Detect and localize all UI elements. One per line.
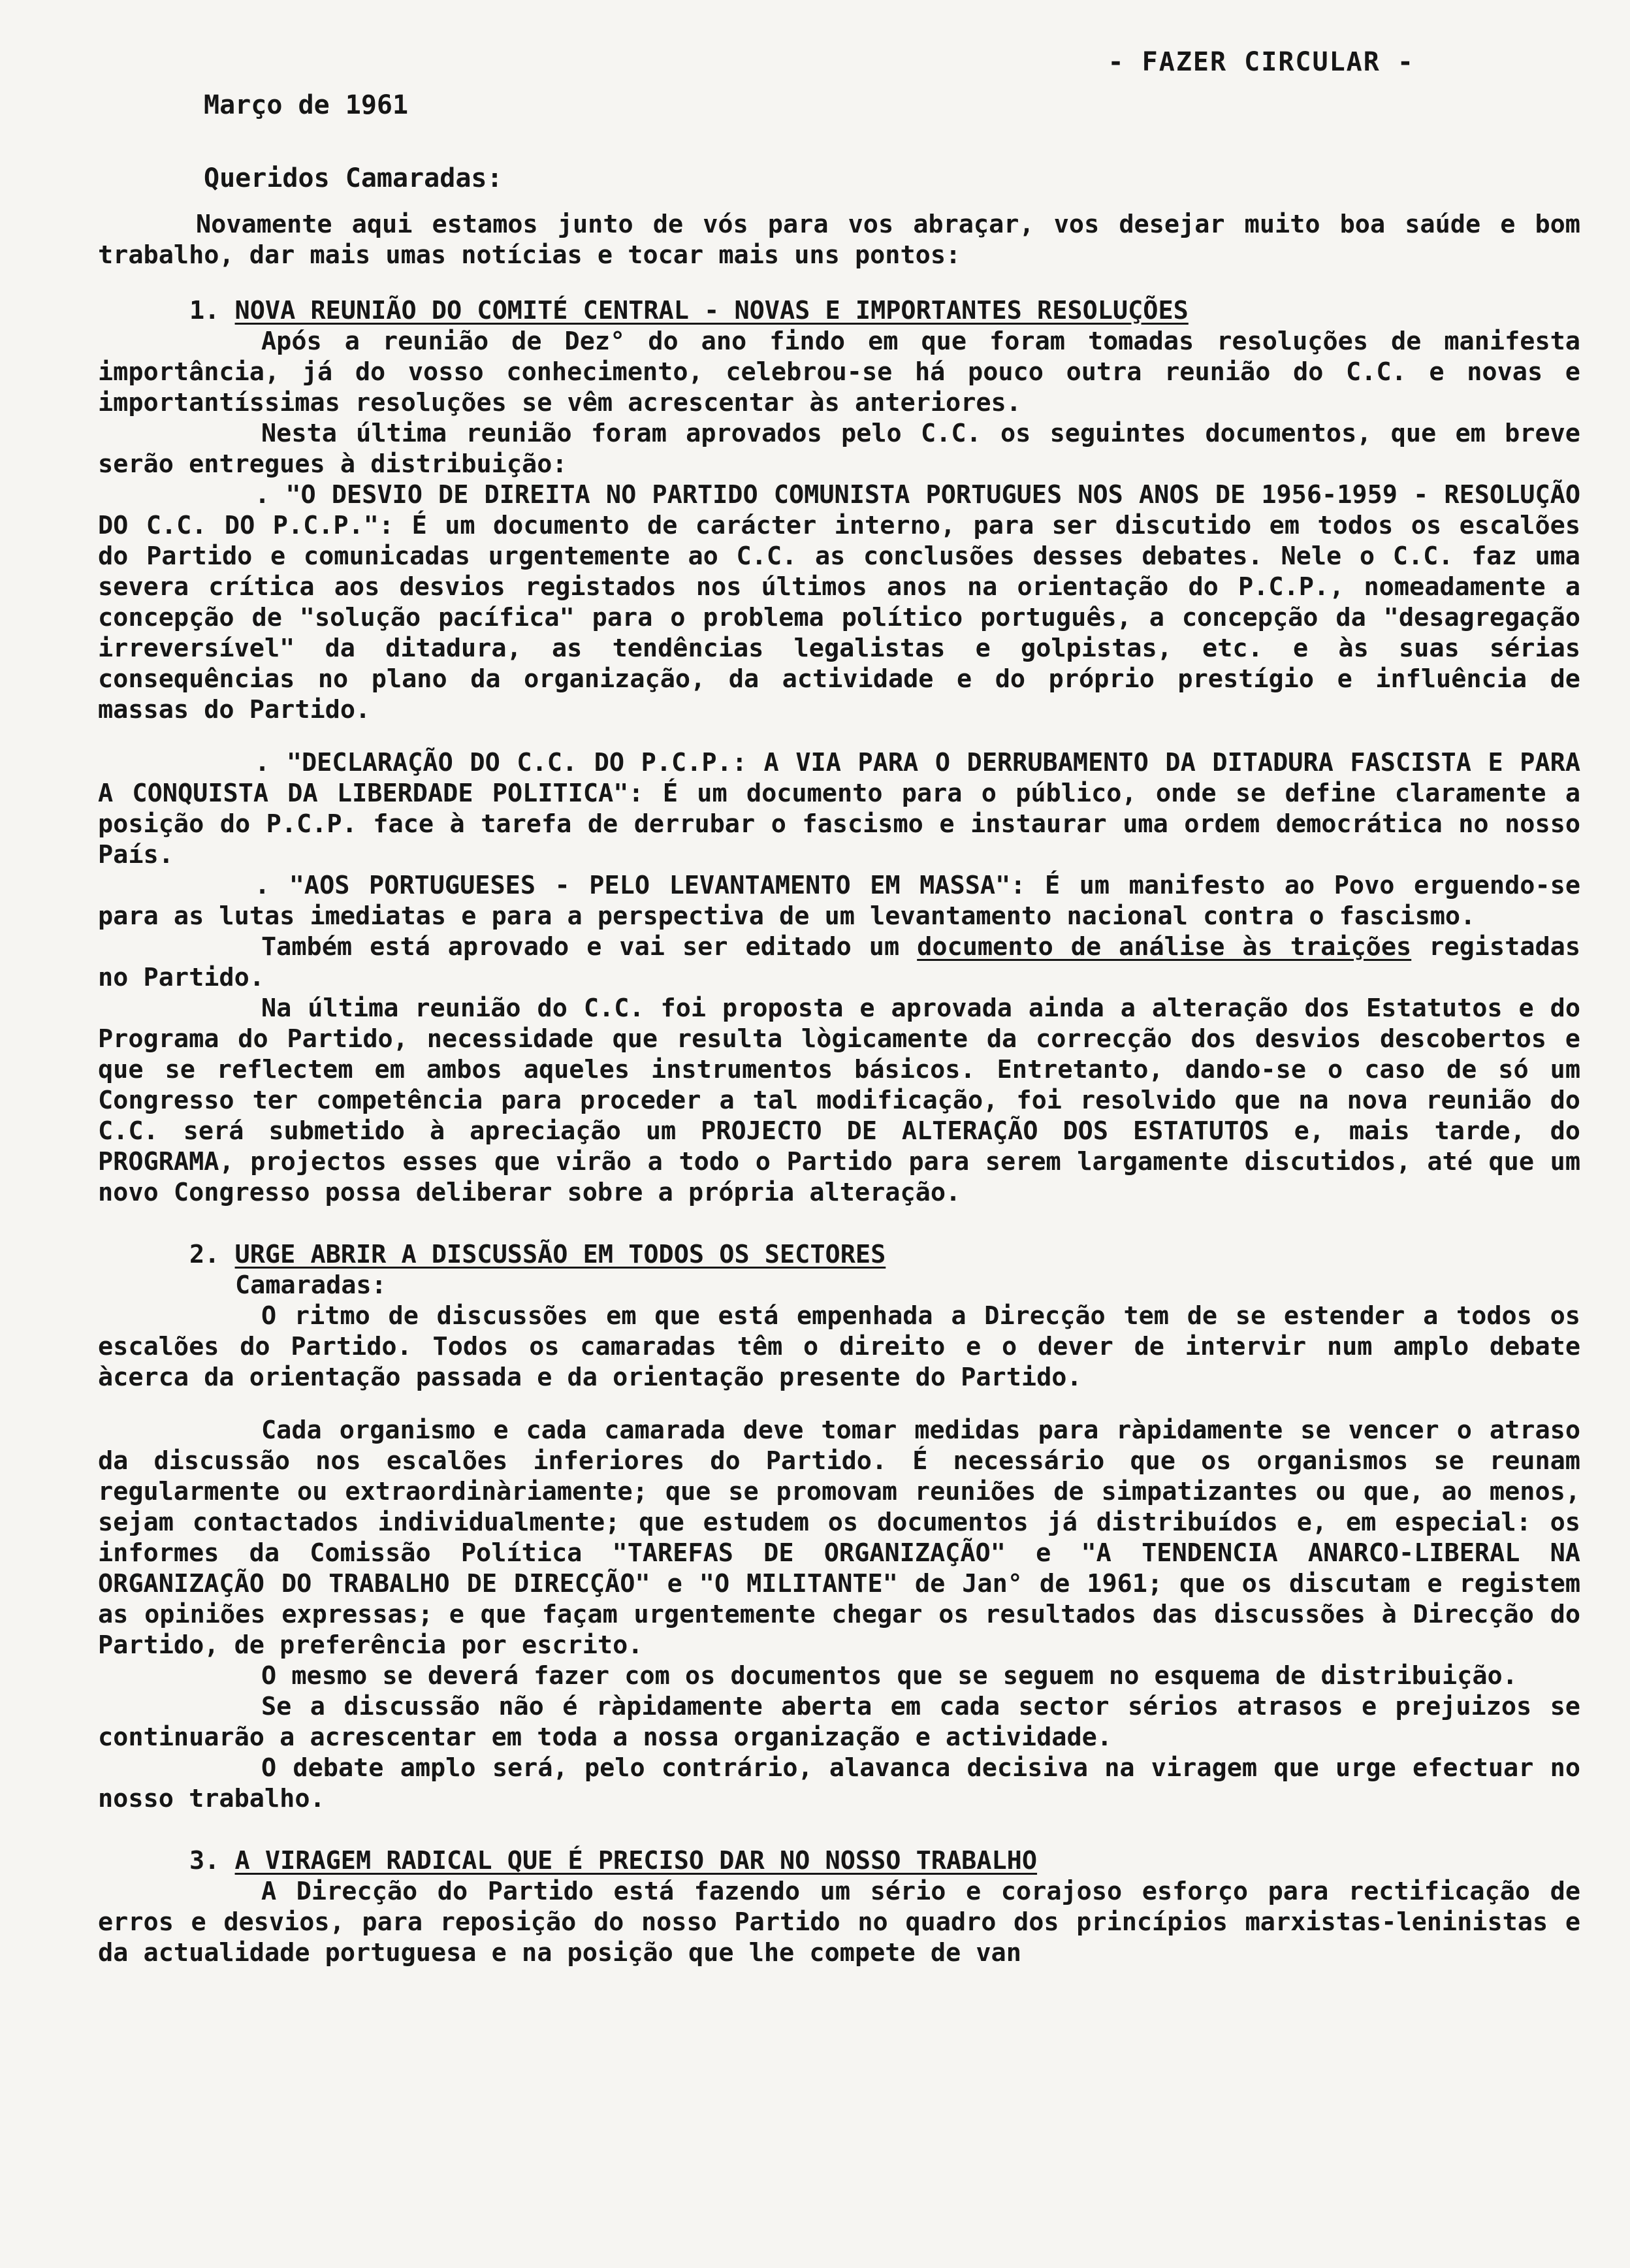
section-3-number: 3. bbox=[189, 1846, 220, 1875]
section-2-paragraph: Se a discussão não é ràpidamente aberta em cada sector sérios atrasos e prejuizos se continuarão a acrescentar em toda a nossa organização e actividade. bbox=[98, 1692, 1580, 1752]
section-1-paragraph: Após a reunião de Dez° do ano findo em que foram tomadas resoluções de manifesta importância, já do vosso conhecimento, celebrou-se há pouco outra reunião do C.C. e novas e importantíssimas resoluções se vêm acrescentar às anteriores. bbox=[98, 327, 1580, 417]
section-2-title: URGE ABRIR A DISCUSSÃO EM TODOS OS SECTORES bbox=[234, 1240, 886, 1269]
section-2-paragraph: O ritmo de discussões em que está empenhada a Direcção tem de se estender a todos os escalões do Partido. Todos os camaradas têm o direito e o dever de intervir num amplo debate àcerca da orientação passada e da orientação presente do Partido. bbox=[98, 1301, 1580, 1392]
spacer bbox=[98, 1393, 1580, 1415]
document-item: . "AOS PORTUGUESES - PELO LEVANTAMENTO EM MASSA": É um manifesto ao Povo erguendo-se para as lutas imediatas e para a perspectiva de um levantamento nacional contra o fascismo. bbox=[98, 871, 1580, 931]
underlined-phrase: documento de análise às traições bbox=[917, 932, 1412, 962]
section-2-paragraph: Cada organismo e cada camarada deve tomar medidas para ràpidamente se vencer o atraso da discussão nos escalões inferiores do Partido. É necessário que os organismos se reunam regularmente ou extraordinàriamente; que se promovam reuniões de simpatizantes ou que, ao menos, sejam contactados individualmente; que estudem os documentos já distribuídos e, em especial: os informes da Comissão Política "TAREFAS DE ORGANIZAÇÃO" e "A TENDENCIA ANARCO-LIBERAL NA ORGANIZAÇÃO DO TRABALHO DE DIRECÇÃO" e "O MILITANTE" de Jan° de 1961; que os discutam e registem as opiniões expressas; e que façam urgentemente chegar os resultados das discussões à Direcção do Partido, de preferência por escrito. bbox=[98, 1416, 1580, 1660]
circulation-mark: - FAZER CIRCULAR - bbox=[1108, 47, 1414, 77]
document-item-text: É um manifesto ao Povo erguendo-se para as lutas imediatas e para a perspectiva de um levantamento nacional contra o fascismo. bbox=[98, 871, 1580, 931]
section-1-paragraph: Também está aprovado e vai ser editado um documento de análise às traições registadas no Partido. bbox=[98, 932, 1581, 992]
document-item: . "DECLARAÇÃO DO C.C. DO P.C.P.: A VIA PARA O DERRUBAMENTO DA DITADURA FASCISTA E PARA A CONQUISTA DA LIBERDADE POLITICA": É um documento para o público, onde se define claramente a posição do P.C.P. face à tarefa de derrubar o fascismo e instaurar uma ordem democrática no nosso País. bbox=[98, 748, 1580, 869]
section-2-heading bbox=[98, 1239, 1580, 1270]
section-1-paragraph: Na última reunião do C.C. foi proposta e aprovada ainda a alteração dos Estatutos e do Programa do Partido, necessidade que resulta lògicamente da correcção dos desvios descobertos e que se reflectem em ambos aqueles instrumentos básicos. Entretanto, dando-se o caso de só um Congresso ter competência para proceder a tal modificação, foi resolvido que na nova reunião do C.C. será submetido à apreciação um PROJECTO DE ALTERAÇÃO DOS ESTATUTOS e, mais tarde, do PROGRAMA, projectos esses que virão a todo o Partido para serem largamente discutidos, até que um novo Congresso possa deliberar sobre a própria alteração. bbox=[98, 994, 1580, 1207]
section-3-heading bbox=[98, 1845, 1580, 1876]
salutation: Queridos Camaradas: bbox=[204, 163, 503, 193]
section-1-heading bbox=[98, 295, 1580, 326]
section-1-number: 1. bbox=[189, 296, 220, 325]
section-1-paragraph: Nesta última reunião foram aprovados pelo C.C. os seguintes documentos, que em breve serão entregues à distribuição: bbox=[98, 419, 1580, 479]
document-item-title: "O DESVIO DE DIREITA NO PARTIDO COMUNISTA PORTUGUES NOS ANOS DE 1956-1959 - RESOLUÇÃO DO C.C. DO P.C.P.": bbox=[98, 480, 1581, 540]
section-2-paragraph: O debate amplo será, pelo contrário, alavanca decisiva na viragem que urge efectuar no nosso trabalho. bbox=[98, 1753, 1580, 1813]
document-date: Março de 1961 bbox=[204, 90, 409, 120]
document-item-text: É um documento para o público, onde se define claramente a posição do P.C.P. face à tarefa de derrubar o fascismo e instaurar uma ordem democrática no nosso País. bbox=[98, 779, 1580, 869]
section-2-number: 2. bbox=[189, 1240, 220, 1269]
document-item-title: "DECLARAÇÃO DO C.C. DO P.C.P.: A VIA PARA O DERRUBAMENTO DA DITADURA FASCISTA E PARA A CONQUISTA DA LIBERDADE POLITICA": bbox=[98, 748, 1580, 808]
document-item: . "O DESVIO DE DIREITA NO PARTIDO COMUNISTA PORTUGUES NOS ANOS DE 1956-1959 - RESOLUÇÃO DO C.C. DO P.C.P.": É um documento de carácter interno, para ser discutido em todos os escalões do Partido e comunicadas urgentemente ao C.C. as conclusões desses debates. Nele o C.C. faz uma severa crítica aos desvios registados nos últimos anos na orientação do P.C.P., nomeadamente a concepção de "solução pacífica" para o problema político português, a concepção da "desagregação irreversível" da ditadura, as tendências legalistas e golpistas, etc. e às suas sérias consequências no plano da organização, da actividade e do próprio prestígio e influência de massas do Partido. bbox=[98, 480, 1581, 724]
section-2-paragraph: O mesmo se deverá fazer com os documentos que se seguem no esquema de distribuição. bbox=[261, 1661, 1518, 1691]
document-item-title: "AOS PORTUGUESES - PELO LEVANTAMENTO EM MASSA": bbox=[289, 871, 1026, 900]
document-body bbox=[98, 209, 1580, 1968]
section-1-title: NOVA REUNIÃO DO COMITÉ CENTRAL - NOVAS E IMPORTANTES RESOLUÇÕES bbox=[234, 296, 1189, 325]
section-3-paragraph: A Direcção do Partido está fazendo um sério e corajoso esforço para rectificação de erros e desvios, para reposição do nosso Partido no quadro dos princípios marxistas-leninistas e da actualidade portuguesa e na posição que lhe compete de van bbox=[98, 1877, 1580, 1968]
section-3-title: A VIRAGEM RADICAL QUE É PRECISO DAR NO NOSSO TRABALHO bbox=[234, 1846, 1038, 1875]
section-2-salutation: Camaradas: bbox=[235, 1271, 387, 1300]
document-item-text: É um documento de carácter interno, para ser discutido em todos os escalões do Partido e comunicadas urgentemente ao C.C. as conclusões desses debates. Nele o C.C. faz uma severa crítica aos desvios registados nos últimos anos na orientação do P.C.P., nomeadamente a concepção de "solução pacífica" para o problema político português, a concepção da "desagregação irreversível" da ditadura, as tendências legalistas e golpistas, etc. e às suas sérias consequências no plano da organização, da actividade e do próprio prestígio e influência de massas do Partido. bbox=[98, 511, 1581, 724]
spacer bbox=[98, 725, 1580, 747]
intro-paragraph: Novamente aqui estamos junto de vós para vos abraçar, vos desejar muito boa saúde e bom trabalho, dar mais umas notícias e tocar mais uns pontos: bbox=[98, 210, 1580, 270]
